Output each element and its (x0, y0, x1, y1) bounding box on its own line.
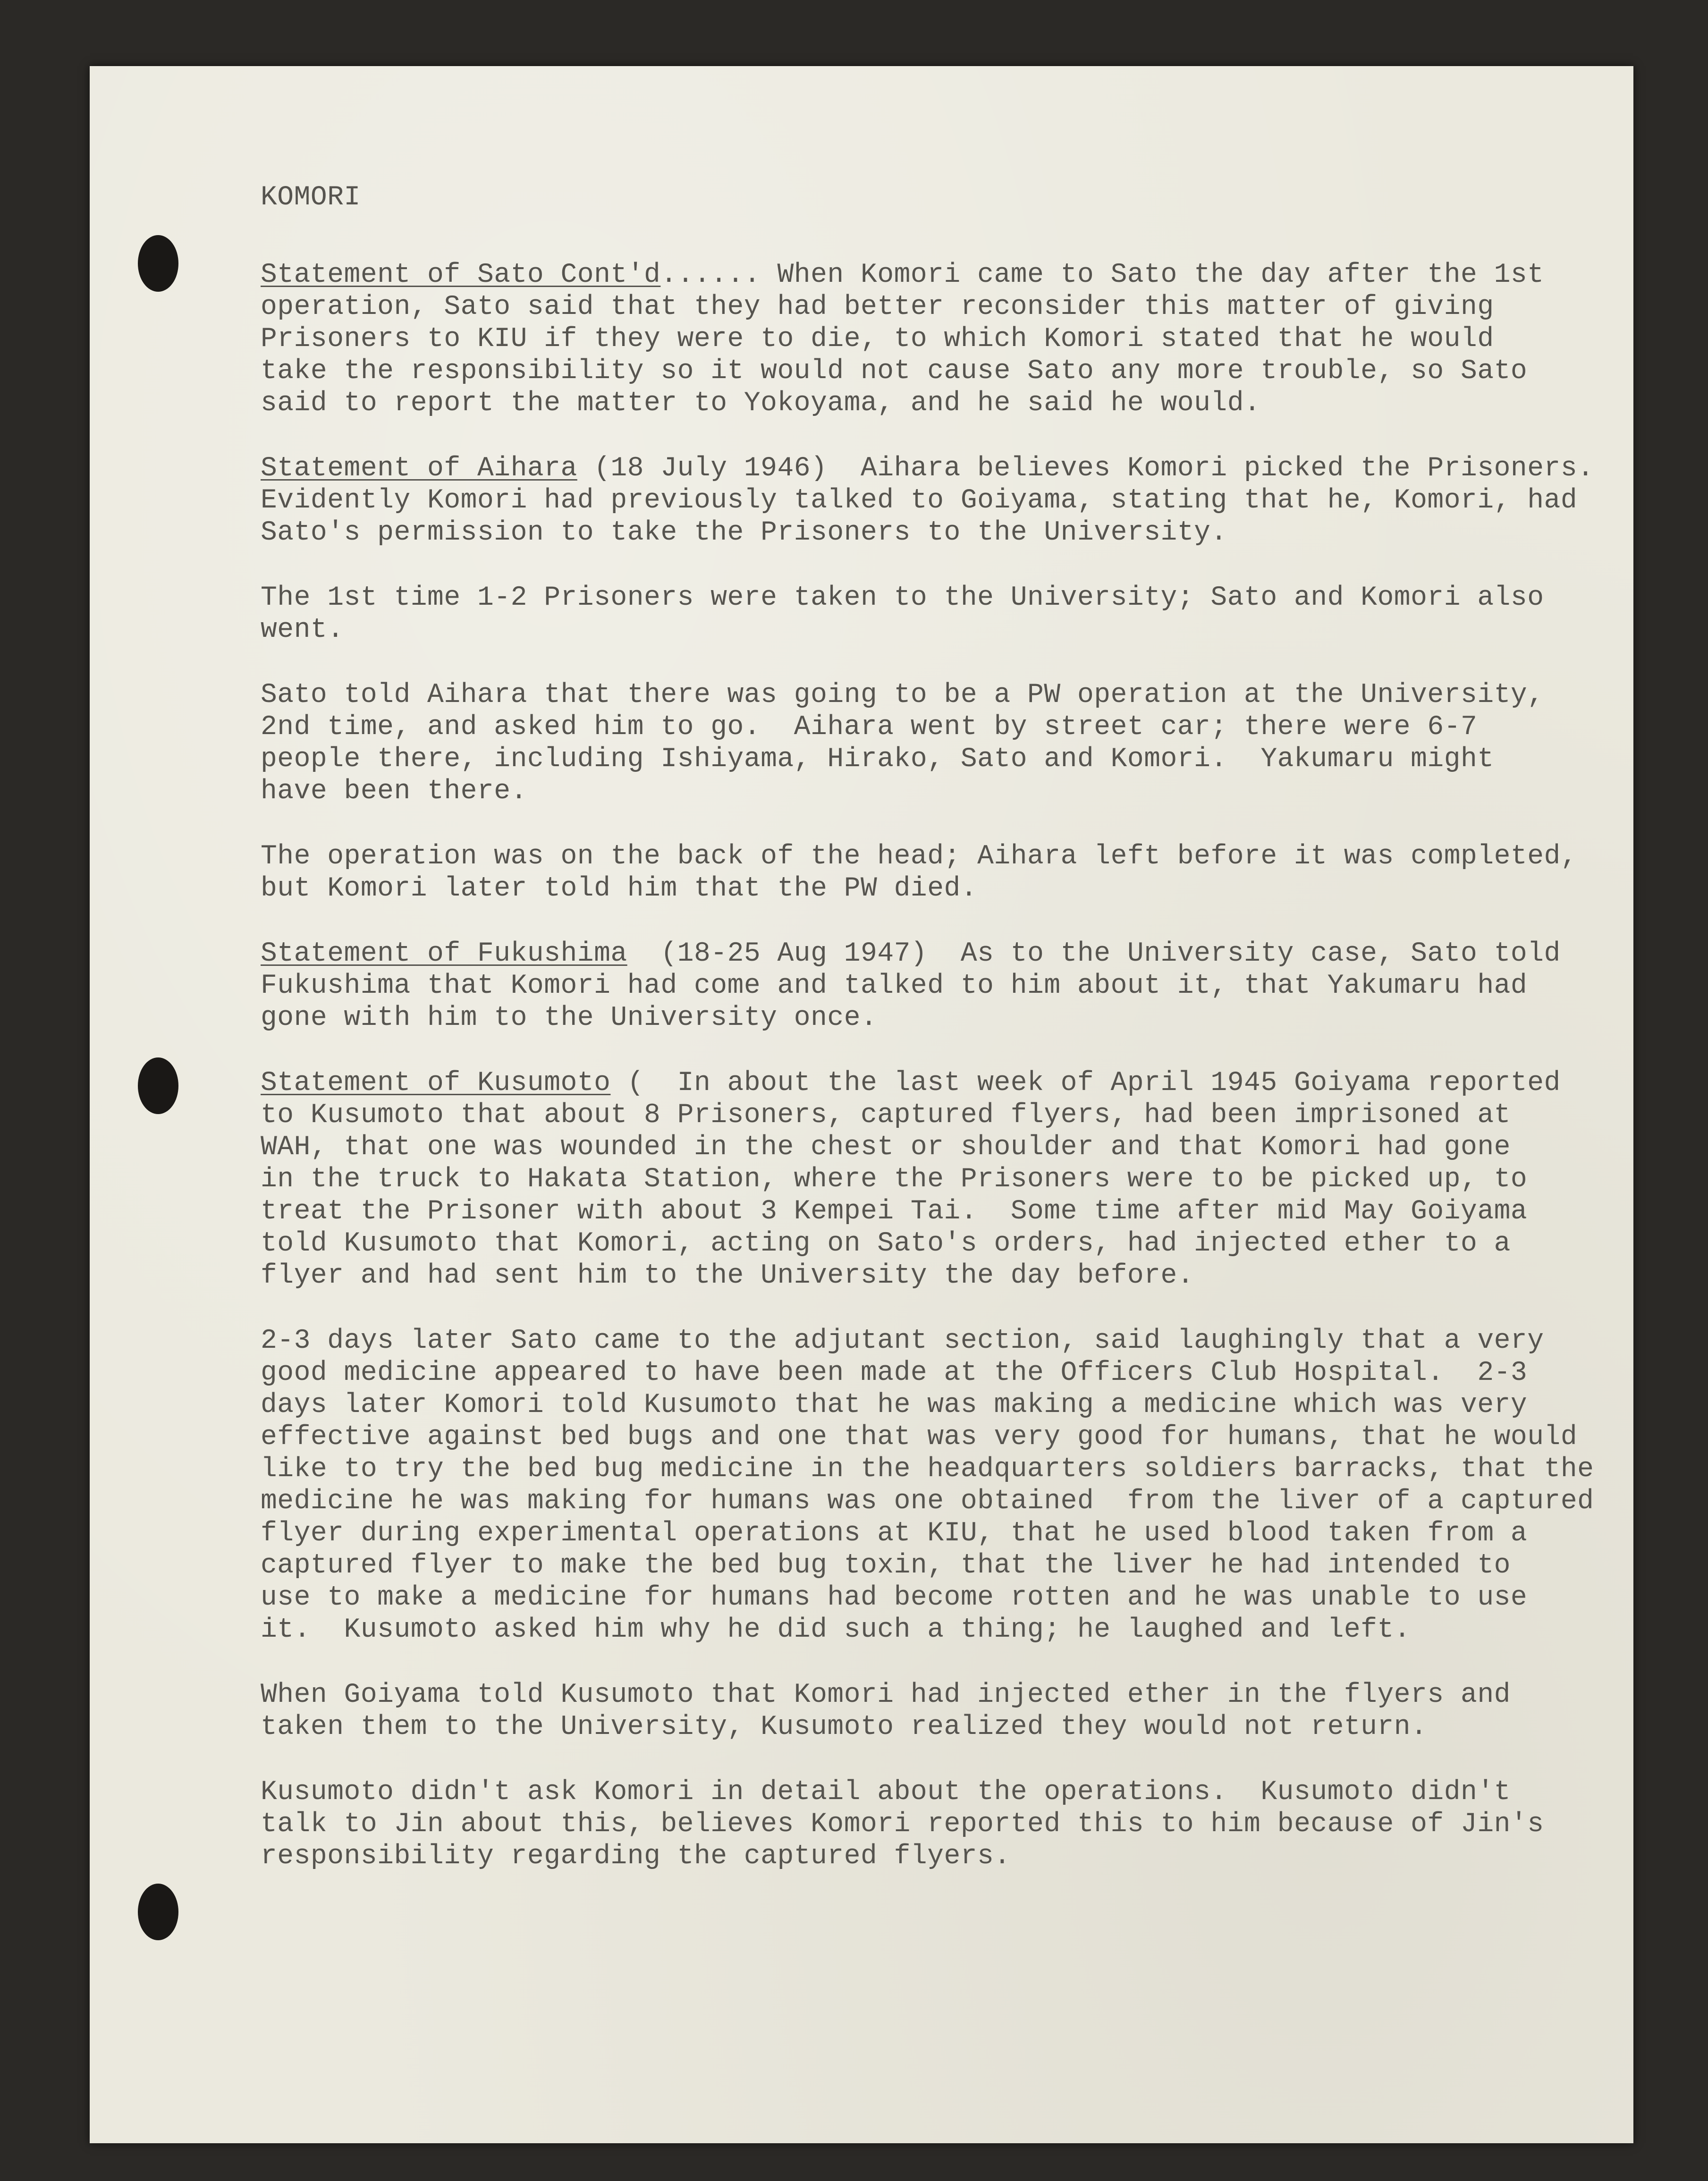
punch-hole (138, 1884, 178, 1940)
statement-heading: Statement of Fukushima (261, 938, 627, 969)
paragraph-text: When Goiyama told Kusumoto that Komori had injected ether in the flyers and taken them to the University, Kusumoto realized they would not return. (261, 1680, 1511, 1742)
paragraph-text: (18-25 Aug 1947) As to the University case, Sato told Fukushima that Komori had come and talked to him about it, that Yakumaru had gone with him to the University once. (261, 938, 1561, 1033)
paragraph (261, 1325, 1594, 1646)
paragraph (261, 259, 1559, 420)
paragraph-text: Sato told Aihara that there was going to be a PW operation at the University, 2nd time, and asked him to go. Aihara went by street car; there were 6-7 people there, including Ishiyama, Hirako, Sato and Komori. Yakumaru might have been there. (261, 680, 1544, 807)
paragraph-text: The operation was on the back of the head; Aihara left before it was completed, but Komori later told him that the PW died. (261, 841, 1578, 904)
paragraph-text: ...... When Komori came to Sato the day after the 1st operation, Sato said that they had better reconsider this matter of giving Prisoners to KIU if they were to die, to which Komori stated that he would take the responsibility so it would not cause Sato any more trouble, so Sato said to report the matter to Yokoyama, and he said he would. (261, 260, 1544, 419)
paragraph-text: (18 July 1946) Aihara believes Komori picked the Prisoners. Evidently Komori had previously talked to Goiyama, stating that he, Komori, had Sato's permission to take the Prisoners to the University. (261, 453, 1594, 548)
paragraph-text: Kusumoto didn't ask Komori in detail about the operations. Kusumoto didn't talk to Jin about this, believes Komori reported this to him because of Jin's responsibility regarding the captured flyers. (261, 1777, 1544, 1872)
document-body (261, 182, 1594, 1906)
document-header: KOMORI (261, 182, 361, 213)
paragraph (261, 1776, 1559, 1873)
statement-heading: Statement of Aihara (261, 453, 577, 484)
paragraph (261, 679, 1559, 808)
punch-hole (138, 235, 178, 292)
paragraph (261, 1067, 1559, 1292)
paragraph (261, 1679, 1559, 1743)
paragraph-text: ( In about the last week of April 1945 Goiyama reported to Kusumoto that about 8 Prisoners, captured flyers, had been imprisoned at WAH, that one was wounded in the chest or shoulder and that Komori had gone in the truck to Hakata Station, where the Prisoners were to be picked up, to treat the Prisoner with about 3 Kempei Tai. Some time after mid May Goiyama told Kusumoto that Komori, acting on Sato's orders, had injected ether to a flyer and had sent him to the University the day before. (261, 1068, 1561, 1291)
punch-hole (138, 1057, 178, 1114)
statement-heading: Statement of Sato Cont'd (261, 260, 661, 290)
statement-heading: Statement of Kusumoto (261, 1068, 611, 1099)
paragraph (261, 453, 1594, 549)
paragraph-text: The 1st time 1-2 Prisoners were taken to the University; Sato and Komori also went. (261, 583, 1544, 645)
paragraph (261, 841, 1578, 905)
paragraph (261, 582, 1559, 646)
paragraph-text: 2-3 days later Sato came to the adjutant section, said laughingly that a very good medicine appeared to have been made at the Officers Club Hospital. 2-3 days later Komori told Kusumoto that he was making a medicine which was very effective against bed bugs and one that was very good for humans, that he would like to try the bed bug medicine in the headquarters soldiers barracks, that the medicine he was making for humans was one obtained from the liver of a captured flyer during experimental operations at KIU, that he used blood taken from a captured flyer to make the bed bug toxin, that the liver he had intended to use to make a medicine for humans had become rotten and he was unable to use it. Kusumoto asked him why he did such a thing; he laughed and left. (261, 1326, 1594, 1645)
paragraph (261, 938, 1559, 1034)
